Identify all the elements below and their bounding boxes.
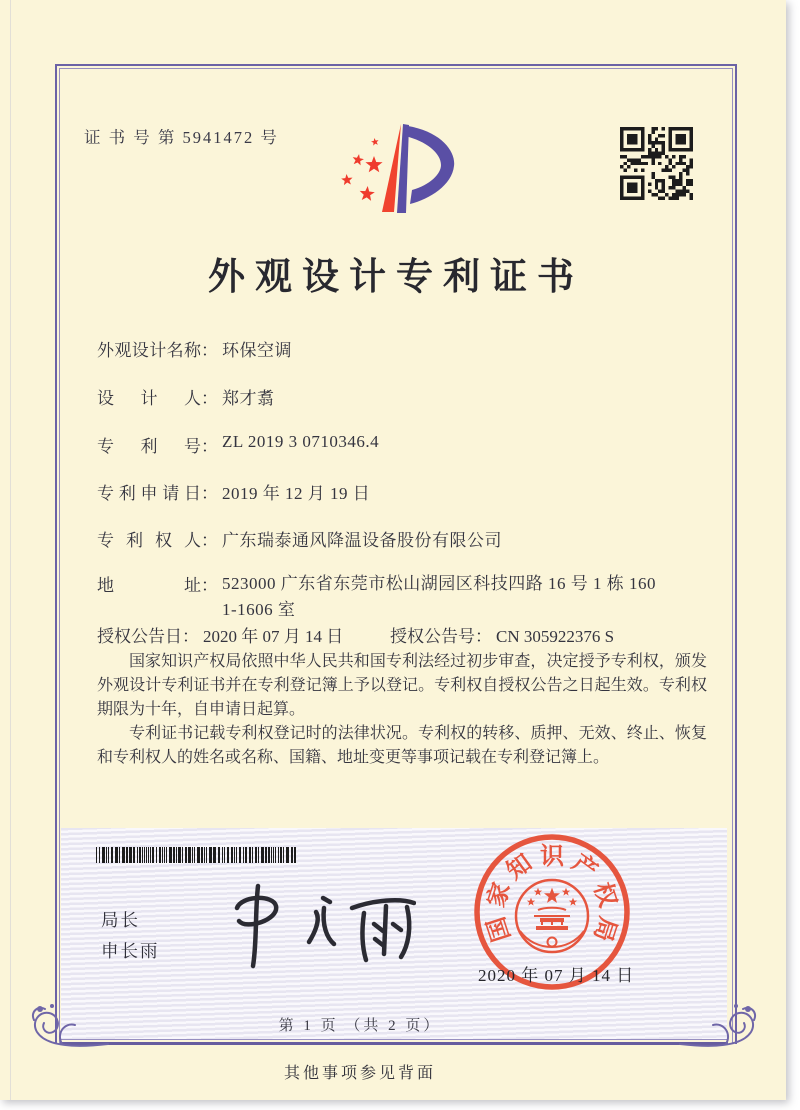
svg-text:局: 局 <box>588 913 621 945</box>
field-grant-row <box>97 622 615 647</box>
svg-text:产: 产 <box>566 849 602 886</box>
field-value: 广东瑞泰通风降温设备股份有限公司 <box>222 531 502 550</box>
cnipa-logo-icon <box>332 112 490 216</box>
field-value: 郑才翥 <box>222 389 275 408</box>
certificate-title: 外观设计专利证书 <box>208 257 584 298</box>
colon: ： <box>201 484 218 503</box>
field-label: 专利权人 <box>97 531 201 550</box>
field-value: 环保空调 <box>222 341 292 360</box>
field-label: 专利申请日 <box>97 484 201 503</box>
field-patent-number <box>97 432 379 457</box>
field-label: 专利号 <box>97 437 201 456</box>
frame-bottom-rule <box>60 1039 728 1045</box>
signer-name: 申长雨 <box>101 940 160 961</box>
field-value: 2019 年 12 月 19 日 <box>222 484 371 503</box>
signer-block <box>101 905 160 966</box>
svg-text:知: 知 <box>502 849 538 886</box>
grant-date-value: 2020 年 07 月 14 日 <box>203 627 344 646</box>
svg-text:权: 权 <box>588 879 621 911</box>
colon: ： <box>475 627 492 646</box>
signer-title: 局长 <box>101 910 140 930</box>
field-address <box>97 571 658 624</box>
grant-date-label: 授权公告日 <box>97 627 182 646</box>
colon: ： <box>201 341 218 360</box>
svg-text:识: 识 <box>540 844 564 870</box>
barcode <box>96 847 297 863</box>
field-patentee <box>97 526 502 551</box>
field-label: 地址 <box>97 576 201 595</box>
colon: ： <box>182 627 199 646</box>
qr-code <box>620 127 693 200</box>
field-filing-date <box>97 479 370 504</box>
legal-text <box>97 650 707 770</box>
colon: ： <box>201 576 218 595</box>
grant-no-label: 授权公告号 <box>390 627 475 646</box>
commissioner-signature <box>224 882 416 970</box>
page-indicator: 第 1 页 （共 2 页） <box>278 1018 442 1034</box>
colon: ： <box>201 531 218 550</box>
back-note: 其他事项参见背面 <box>283 1065 436 1082</box>
colon: ： <box>201 437 218 456</box>
certificate-number: 证 书 号 第 5941472 号 <box>84 128 279 147</box>
field-designer <box>97 384 275 409</box>
field-label: 外观设计名称 <box>97 341 201 360</box>
field-value: ZL 2019 3 0710346.4 <box>222 432 380 451</box>
seal-date: 2020 年 07 月 14 日 <box>478 966 635 985</box>
svg-text:家: 家 <box>483 879 516 911</box>
legal-paragraph-2: 专利证书记载专利权登记时的法律状况。专利权的转移、质押、无效、终止、恢复和专利权人的姓名或名称、国籍、地址变更等事项记载在专利登记簿上。 <box>97 725 707 766</box>
svg-text:国: 国 <box>483 913 516 945</box>
grant-no-value: CN 305922376 S <box>496 627 615 646</box>
field-value: 523000 广东省东莞市松山湖园区科技四路 16 号 1 栋 1601-1606 室 <box>222 574 656 620</box>
colon: ： <box>201 389 218 408</box>
field-design-name <box>97 336 292 361</box>
legal-paragraph-1: 国家知识产权局依照中华人民共和国专利法经过初步审查，决定授予专利权，颁发外观设计专利证书并在专利登记簿上予以登记。专利权自授权公告之日起生效。专利权期限为十年，自申请日起算。 <box>97 653 707 718</box>
field-label: 设计人 <box>97 389 201 408</box>
scan-edge-artifact <box>10 0 11 1100</box>
